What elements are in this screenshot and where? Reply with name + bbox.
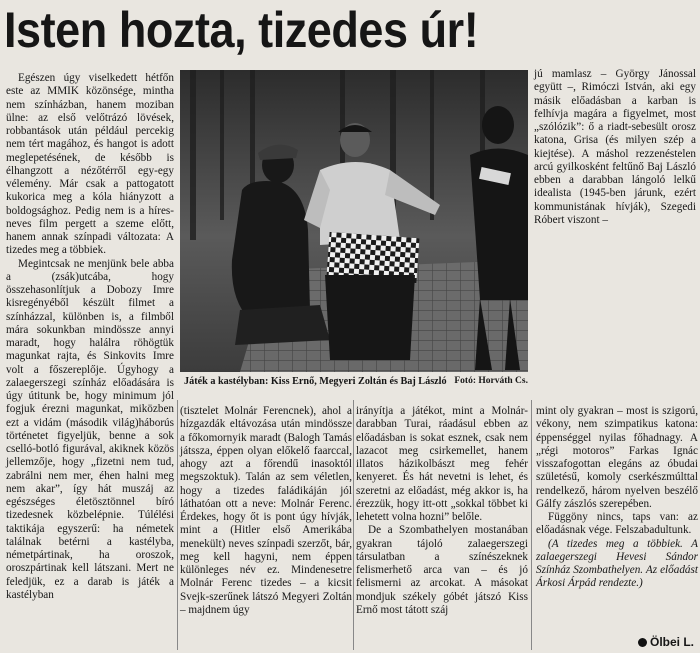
article-column-3 <box>356 405 528 650</box>
photo-credit: Fotó: Horváth Cs. <box>454 376 528 386</box>
paragraph: jú mamlasz – György Jánossal együtt –, Rimóczi István, aki egy másik előadásban a karban is felhívja magára a figyelmet, most „szólózik”: ő a riadt-sebesült orosz katona, Grisa (és milyen szép a kiejtése). A máshol rezzenéstelen arcú gyilkosként feltűnő Baj László ebben a darabban lángoló lelkű idealista (1945-ben járunk, ezért kommunistának hívják), Szegedi Róbert viszont – <box>534 68 696 226</box>
paragraph: Megintcsak ne menjünk bele abba a (zsák)utcába, hogy összehasonlítjuk a Dobozy Imre kisregényéből készült filmet a színházzal, különben is, a filmből mára sokunkban mindössze annyi maradt, hogy halálra röhögtük magunkat rajta, és Sinkovits Imre volt a főszereplője. Úgyhogy a zalaegerszegi színház előadására is úgy útitunk be, hogy minimum jól fogjuk érezni magunkat, miközben ezt a vidám (második világ)háborús történetet figyeljük, benne a sok cselló-botló figurával, akiknek közös jellemzője, hogy „fizetni nem tud, zabrálni nem mer, éhen halni meg nem akar”, így hát muszáj az egészséges életösztönnel bíró tizedesnek közbelépnie. Túlélési taktikája egyszerű: ha németek találnak betérni a kastélyba, németpártinak, ha oroszok, oroszpártinak kell látszani. Mert ne feledjük, ez a darab is játék a kastélyban <box>6 257 174 601</box>
paragraph: Egészen úgy viselkedett hétfőn este az MMIK közönsége, mintha nem színházban, hanem moziban ülne: az első velőtrázó lövések, robbantások után például percekig nem tért magához, és hangot is adott meglepetésének, de később is élhangzott a nézőtérről egy-egy vélemény. Már csak a pattogatott kukorica meg a kóla hiányzott a boldogsághoz. Pedig nem is a híres-neves film pergett a szeme előtt, hanem annak színpadi változata: A tizedes meg a többiek. <box>6 72 174 257</box>
article-column-5 <box>534 68 696 404</box>
article-photo <box>180 70 528 372</box>
photo-illustration <box>180 70 528 372</box>
photo-caption <box>184 376 528 398</box>
bullet-icon <box>638 638 647 647</box>
caption-text: Játék a kastélyban: Kiss Ernő, Megyeri Zoltán és Baj László <box>184 376 447 387</box>
article-column-4 <box>536 405 698 650</box>
article-column-2 <box>180 405 352 650</box>
paragraph: (tisztelet Molnár Ferencnek), ahol a hízgazdák eltávozása után mindössze a főkomornyik maradt (Balogh Tamás játssza, éppen olyan előkelő faarccal, ahogy azt a főrendű inasoktól megszoktuk). Talán az sem véletlen, hogy a tizedes faládikáján jól láthatóan ott a neve: Molnár Ferenc. Érdekes, hogy őt is pont úgy hívják, mint a (Hitler első Amerikába menekült) neves színpadi szerzőt, bár, meg kell hagyni, nem éppen különleges név ez. Mindenesetre Molnár Ferenc tizedes – a kicsit Svejk-szerűnek látszó Megyeri Zoltán – majdnem úgy <box>180 405 352 616</box>
author-signature <box>638 635 694 649</box>
author-name: Ölbei L. <box>649 635 694 649</box>
paragraph: De a Szombathelyen mostanában gyakran tájoló zalaegerszegi társulatban a színészeknek felismerhető arca van – és jó felismerni az arcokat. A másokat mondjuk székely góbét játszó Kiss Ernő most tátott száj <box>356 524 528 616</box>
column-divider <box>177 400 178 650</box>
paragraph: mint oly gyakran – most is szigorú, vékony, nem szimpatikus katona: éppenséggel nyilas főhadnagy. A „régi motoros” Farkas Ignác visszafogottan elegáns az óbudai születésű, komoly cserkészmúlttal rendelkező, három nyelven beszélő Gálfy zászlós szerepében. <box>536 405 698 510</box>
column-divider <box>531 400 532 650</box>
headline: Isten hozta, tizedes úr! <box>4 2 479 58</box>
paragraph: Függöny nincs, taps van: az előadásnak vége. Felszabadultunk. <box>536 511 698 537</box>
paragraph: irányítja a játékot, mint a Molnár-darabban Turai, ráadásul ebben az előadásban is sokat esznek, csak nem lazacot meg csirkemellet, hanem illatos házikolbászt meg fehér kenyeret. És hát nevetni is lehet, és szeretni az előadást, még akkor is, ha érezzük, hogy itt-ott „sokkal többet ki lehetett volna hozni” belőle. <box>356 405 528 523</box>
column-divider <box>353 400 354 650</box>
paragraph: (A tizedes meg a többiek. A zalaegerszegi Hevesi Sándor Színház Szombathelyen. Az előadást Árkosi Árpád rendezte.) <box>536 537 698 590</box>
article-column-1 <box>6 72 174 650</box>
